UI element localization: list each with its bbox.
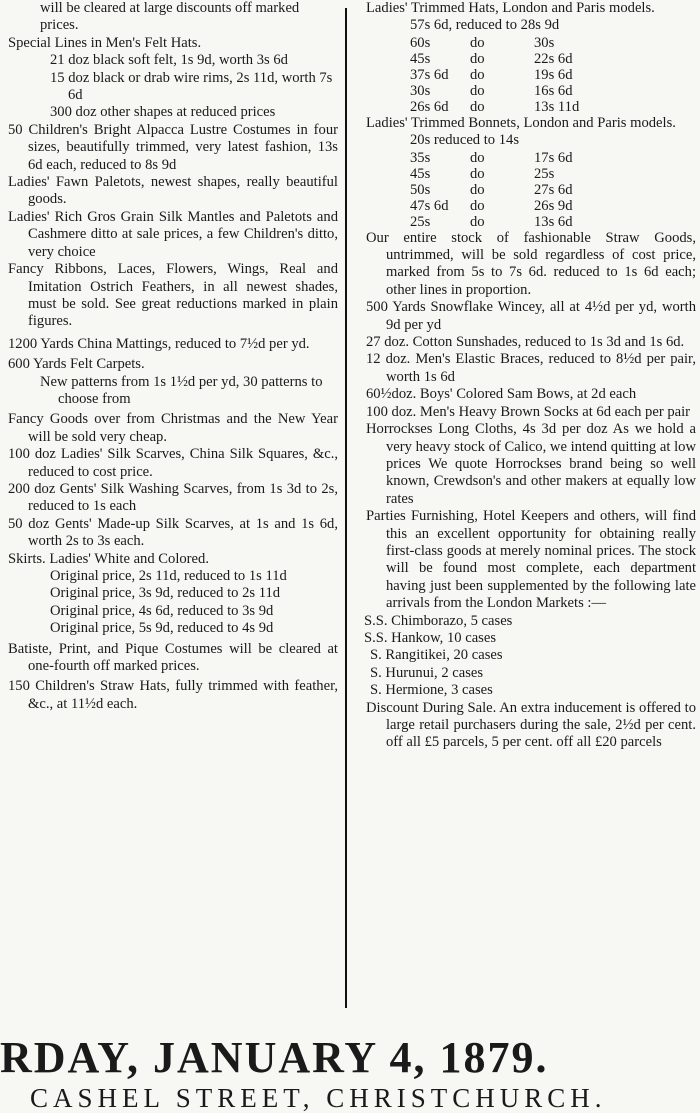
ship-arrivals-list [366,613,696,700]
ladies-silk-scarves: 100 doz Ladies' Silk Scarves, China Silk Squares, &c., reduced to cost price. [8,446,338,480]
cotton-sunshades: 27 doz. Cotton Sunshades, reduced to 1s 3d and 1s 6d. [366,334,685,351]
date-headline: RDAY, JANUARY 4, 1879. [0,1033,549,1082]
list-item: S.S. Hankow, 10 cases [364,629,497,646]
skirts-heading: Skirts. Ladies' White and Colored. [8,550,209,567]
table-row: 47s 6d do 26s 9d [410,197,573,214]
parties-furnishing: Parties Furnishing, Hotel Keepers and others, will find this an excellent opportunity for obtaining really first-class goods at merely nominal prices. The stock will be found most complete, each department having just been supplemented by the following late arrivals from the London Markets :— [366,508,696,612]
street-address: CASHEL STREET, CHRISTCHURCH. [30,1083,607,1113]
felt-hats-item-2: 15 doz black or drab wire rims, 2s 11d, worth 7s 6d [50,69,333,104]
sam-bows: 60½doz. Boys' Colored Sam Bows, at 2d each [366,386,637,403]
list-item: S. Hurunui, 2 cases [370,664,484,681]
table-row: 26s 6d do 13s 11d [410,98,580,115]
gents-washing-scarves: 200 doz Gents' Silk Washing Scarves, from 1s 3d to 2s, reduced to 1s each [8,480,338,515]
skirts-item-4: Original price, 5s 9d, reduced to 4s 9d [50,620,274,637]
list-item: S. Rangitikei, 20 cases [370,647,503,664]
felt-hats-item-3: 300 doz other shapes at reduced prices [50,104,276,121]
elastic-braces: 12 doz. Men's Elastic Braces, reduced to 8½d per pair, worth 1s 6d [366,351,696,385]
felt-hats-heading: Special Lines in Men's Felt Hats. [8,34,202,51]
table-row: 50s do 27s 6d [410,181,573,198]
straw-goods: Our entire stock of fashionable Straw Goods, untrimmed, will be sold regardless of cost price, marked from 5s to 7s 6d. reduced to 1s 6d each; other lines in proportion. [366,229,696,298]
table-row: 37s 6d do 19s 6d [410,66,573,83]
trimmed-bonnets-heading: Ladies' Trimmed Bonnets, London and Paris models. [366,114,676,131]
alpacca-costumes: 50 Children's Bright Alpacca Lustre Costumes in four sizes, beautifully trimmed, very latest fashion, 13s 6d each, reduced to 8s 9d [8,121,338,173]
table-row: 30s do 16s 6d [410,82,573,99]
china-mattings: 1200 Yards China Mattings, reduced to 7½d per yd. [8,335,310,352]
batiste-costumes: Batiste, Print, and Pique Costumes will be cleared at one-fourth off marked prices. [8,640,338,675]
table-row: 60s do 30s [410,34,555,51]
gents-madeup-scarves: 50 doz Gents' Made-up Silk Scarves, at 1s and 1s 6d, worth 2s to 3s each. [8,515,338,550]
snowflake-wincey: 500 Yards Snowflake Wincey, all at 4½d per yd, worth 9d per yd [366,299,696,333]
left-column [8,0,338,713]
felt-carpets-detail: New patterns from 1s 1½d per yd, 30 patterns to choose from [40,373,323,407]
fawn-paletots: Ladies' Fawn Paletots, newest shapes, really beautiful goods. [8,174,338,208]
trimmed-hats-price-table [410,35,579,115]
skirts-item-2: Original price, 3s 9d, reduced to 2s 11d [50,585,281,602]
brown-socks: 100 doz. Men's Heavy Brown Socks at 6d each per pair [366,403,691,420]
trimmed-hats-first-price: 57s 6d, reduced to 28s 9d [410,17,560,34]
felt-hats-item-1: 21 doz black soft felt, 1s 9d, worth 3s 6d [50,52,288,69]
felt-carpets-heading: 600 Yards Felt Carpets. [8,356,145,373]
table-row: 45s do 22s 6d [410,50,573,67]
list-item: S. Hermione, 3 cases [370,682,493,699]
table-row: 45s do 25s [410,165,555,182]
trimmed-hats-heading: Ladies' Trimmed Hats, London and Paris models. [366,0,655,16]
discount-during-sale: Discount During Sale. An extra inducement is offered to large retail purchasers during the sale, 2½d per cent. off all £5 parcels, 5 per cent. off all £20 parcels [366,699,696,751]
trimmed-bonnets-price-table [410,150,573,230]
trimmed-bonnets-first-price: 20s reduced to 14s [410,132,520,149]
horrockses-long-cloths: Horrockses Long Cloths, 4s 3d per doz As we hold a very heavy stock of Calico, we intend quitting at low prices We quote Horrockses brand being so well known, Crewdson's and other makers at equally low rates [366,421,696,507]
table-row: 25s do 13s 6d [410,213,573,230]
childrens-straw-hats: 150 Children's Straw Hats, fully trimmed with feather, &c., at 11½d each. [8,678,338,712]
silk-mantles: Ladies' Rich Gros Grain Silk Mantles and Paletots and Cashmere ditto at sale prices, a few Children's ditto, very choice [8,208,338,260]
table-row: 35s do 17s 6d [410,149,573,166]
fancy-goods: Fancy Goods over from Christmas and the New Year will be sold very cheap. [8,411,338,445]
list-item: S.S. Chimborazo, 5 cases [364,612,513,629]
intro-text: will be cleared at large discounts off marked prices. [40,0,300,34]
right-column [366,0,696,752]
column-divider [345,8,347,1008]
skirts-item-3: Original price, 4s 6d, reduced to 3s 9d [50,602,274,619]
fancy-ribbons: Fancy Ribbons, Laces, Flowers, Wings, Real and Imitation Ostrich Feathers, in all newest shades, must be sold. See great reductions marked in plain figures. [8,261,338,330]
skirts-item-1: Original price, 2s 11d, reduced to 1s 11d [50,568,287,584]
